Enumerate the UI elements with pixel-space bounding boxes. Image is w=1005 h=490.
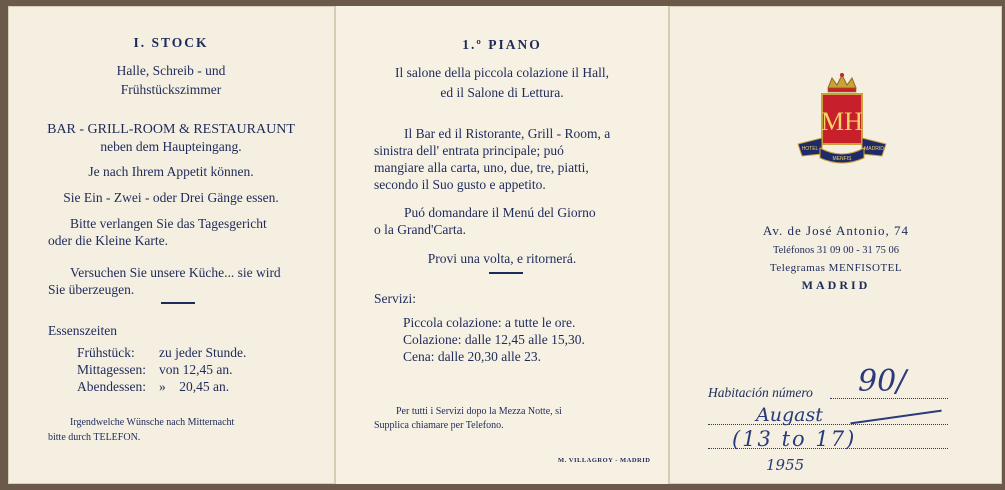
panel-heading: I. STOCK [133,35,209,50]
text-line: Bitte verlangen Sie das Tagesgericht [70,216,267,231]
divider [489,272,523,274]
text-line: Versuchen Sie unsere Küche... sie wird [70,265,281,280]
hotel-phones: Teléfonos 31 09 00 - 31 75 06 [772,245,900,256]
footer-line: bitte durch TELEFON. [48,432,141,443]
hotel-card [8,6,1002,484]
handwritten-dates: (13 to 17) [732,427,857,451]
panel-italian [336,6,668,484]
room-number-handwritten: 90/ [858,364,907,399]
text-line: o la Grand'Carta. [374,222,467,237]
text-line: mangiare alla carta, uno, due, tre, piatti, [374,160,589,175]
crest-letters: MH [821,107,863,136]
meal-label: Mittagessen: [77,362,146,377]
blank-line [708,424,948,425]
ribbon-text: MENFIS [832,156,852,162]
text-line: Puó domandare il Menú del Giorno [404,205,596,220]
services-title: Servizi: [374,291,416,306]
intro-line-1: Halle, Schreib - und [116,63,226,78]
text-line: Provi una volta, e ritornerá. [427,251,577,266]
meals-title: Essenszeiten [48,323,117,338]
panel-german [8,6,334,484]
meal-value: » 20,45 an. [159,379,230,394]
panel-heading: 1.º PIANO [462,37,542,52]
ribbon-text: HOTEL [801,146,819,152]
printer-credit: M. VILLAGROY - MADRID [558,457,651,464]
bar-subtitle: neben dem Haupteingang. [100,139,242,154]
service-item: Piccola colazione: a tutte le ore. [403,315,576,330]
hotel-crest-icon [792,70,892,170]
service-item: Cena: dalle 20,30 alle 23. [403,349,541,364]
text-line: Je nach Ihrem Appetit können. [88,164,254,179]
handwritten-month: Augast [756,404,823,426]
meal-value: von 12,45 an. [159,362,233,377]
ribbon-text: MADRID [864,146,884,152]
text-line: sinistra dell' entrata principale; puó [374,143,564,158]
intro-line-2: ed il Salone di Lettura. [440,85,564,100]
intro-line-1: Il salone della piccola colazione il Hall, [394,65,610,80]
text-line: Sie Ein - Zwei - oder Drei Gänge essen. [63,190,279,205]
service-item: Colazione: dalle 12,45 alle 15,30. [403,332,585,347]
text-line: Sie überzeugen. [48,282,135,297]
footer-line: Supplica chiamare per Telefono. [374,420,504,431]
intro-line-2: Frühstückszimmer [120,82,222,97]
footer-line: Per tutti i Servizi dopo la Mezza Notte, si [396,406,562,417]
room-label: Habitación número [708,385,813,400]
meal-label: Abendessen: [77,379,146,394]
panel-hotel [670,6,1002,484]
hotel-address: Av. de José Antonio, 74 [762,223,910,238]
meal-value: zu jeder Stunde. [159,345,247,360]
meal-label: Frühstück: [77,345,135,360]
text-line: oder die Kleine Karte. [48,233,168,248]
hotel-telegram: Telegramas MENFISOTEL [769,262,903,274]
bar-title: BAR - GRILL-ROOM & RESTAURAUNT [47,122,295,137]
divider [161,302,195,304]
footer-line: Irgendwelche Wünsche nach Mitternacht [70,417,235,428]
handwritten-stroke [850,410,941,425]
text-line: Il Bar ed il Ristorante, Grill - Room, a [404,126,611,141]
text-line: secondo il Suo gusto e appetito. [374,177,546,192]
hotel-city: MADRID [801,278,871,292]
handwritten-year: 1955 [766,456,805,474]
